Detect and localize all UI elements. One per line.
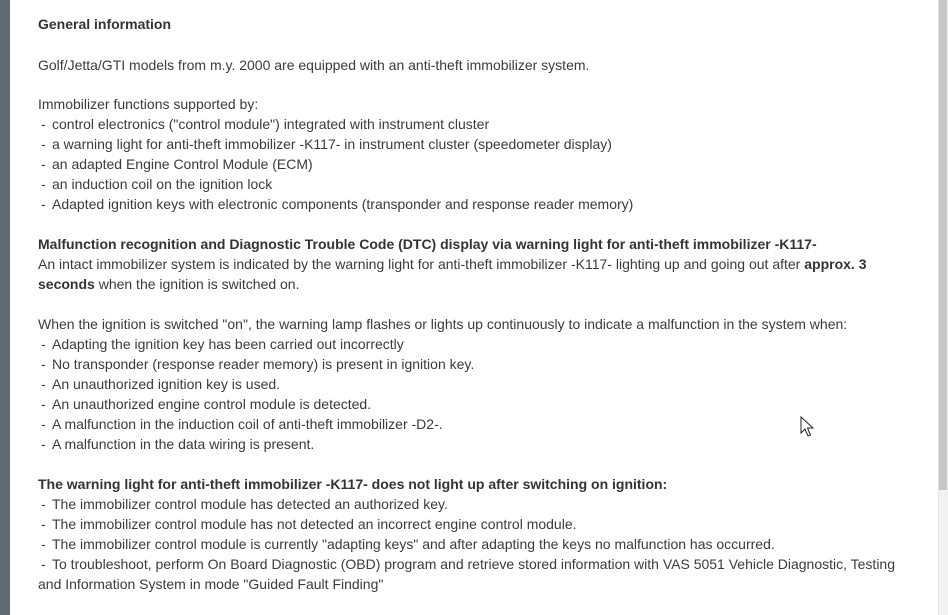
bullet-dash: - (41, 176, 46, 192)
intact-text-bold-2: seconds (38, 276, 95, 292)
bullet-dash: - (41, 535, 46, 552)
mouse-pointer-icon (800, 416, 816, 438)
bullet-dash: - (41, 196, 46, 212)
function-item-text: a warning light for anti-theft immobilizer -K117- in instrument cluster (speedometer display) (52, 136, 612, 152)
bullet-dash: - (41, 495, 46, 512)
heading-general-information: General information (38, 16, 172, 32)
function-item-text: control electronics ("control module") integrated with instrument cluster (52, 116, 490, 132)
function-item-4 (38, 194, 918, 214)
heading-no-light: The warning light for anti-theft immobilizer -K117- does not light up after switching on ignition: (38, 475, 668, 492)
condition-item-text: A malfunction in the data wiring is present. (52, 436, 315, 452)
scrollbar-thumb[interactable] (939, 0, 947, 490)
function-item-text: an adapted Engine Control Module (ECM) (52, 156, 313, 172)
condition-item-text: A malfunction in the induction coil of anti-theft immobilizer -D2-. (52, 416, 443, 432)
intact-text-start: An intact immobilizer system is indicated by the warning light for anti-theft immobilizer -K117- lighting up and going out after (38, 255, 805, 272)
troubleshoot-line-2: and Information System in mode "Guided Fault Finding" (38, 575, 384, 592)
function-item-text: Adapted ignition keys with electronic components (transponder and response reader memory) (52, 196, 634, 212)
bullet-dash: - (41, 396, 46, 412)
conditions-label: When the ignition is switched "on", the warning lamp flashes or lights up continuously to indicate a malfunction in the system when: (38, 316, 848, 332)
no-light-list (38, 494, 918, 554)
condition-item-text: An unauthorized engine control module is detected. (52, 396, 372, 412)
bullet-dash: - (41, 555, 46, 572)
condition-item-text: No transponder (response reader memory) is present in ignition key. (52, 356, 475, 372)
bullet-dash: - (41, 156, 46, 172)
left-rail (0, 0, 10, 615)
condition-item-0 (38, 334, 918, 354)
bullet-dash: - (41, 336, 46, 352)
vertical-scrollbar[interactable] (938, 0, 948, 615)
intact-text-end: when the ignition is switched on. (94, 276, 300, 292)
no-light-item-text: The immobilizer control module is currently "adapting keys" and after adapting the keys no malfunction has occurred. (52, 535, 775, 552)
condition-item-4 (38, 414, 918, 434)
no-light-item-1 (38, 514, 918, 534)
heading-malfunction-recognition: Malfunction recognition and Diagnostic Trouble Code (DTC) display via warning light for anti-theft immobilizer -K117- (38, 235, 817, 252)
functions-label: Immobilizer functions supported by: (38, 96, 259, 112)
bullet-dash: - (41, 515, 46, 532)
no-light-item-2 (38, 534, 918, 554)
function-item-1 (38, 134, 918, 154)
function-item-text: an induction coil on the ignition lock (52, 176, 273, 192)
bullet-dash: - (41, 436, 46, 452)
bullet-dash: - (41, 136, 46, 152)
function-item-0 (38, 114, 918, 134)
function-item-3 (38, 174, 918, 194)
troubleshoot-line-1: To troubleshoot, perform On Board Diagnostic (OBD) program and retrieve stored information with VAS 5051 Vehicle Diagnostic, Testing (52, 555, 896, 572)
bullet-dash: - (41, 116, 46, 132)
list-item-troubleshoot (38, 554, 918, 574)
bullet-dash: - (41, 416, 46, 432)
bullet-dash: - (41, 356, 46, 372)
document-content (38, 14, 918, 594)
conditions-list (38, 334, 918, 454)
no-light-item-0 (38, 494, 918, 514)
condition-item-5 (38, 434, 918, 454)
no-light-item-text: The immobilizer control module has not detected an incorrect engine control module. (52, 515, 577, 532)
bullet-dash: - (41, 376, 46, 392)
intro-text: Golf/Jetta/GTI models from m.y. 2000 are equipped with an anti-theft immobilizer system. (38, 56, 590, 73)
intact-system-paragraph (38, 254, 918, 295)
functions-list (38, 114, 918, 214)
condition-item-text: An unauthorized ignition key is used. (52, 376, 281, 392)
no-light-item-text: The immobilizer control module has detected an authorized key. (52, 495, 448, 512)
intact-text-bold-1: approx. 3 (804, 255, 867, 272)
condition-item-2 (38, 374, 918, 394)
condition-item-text: Adapting the ignition key has been carried out incorrectly (52, 336, 404, 352)
condition-item-3 (38, 394, 918, 414)
condition-item-1 (38, 354, 918, 374)
function-item-2 (38, 154, 918, 174)
